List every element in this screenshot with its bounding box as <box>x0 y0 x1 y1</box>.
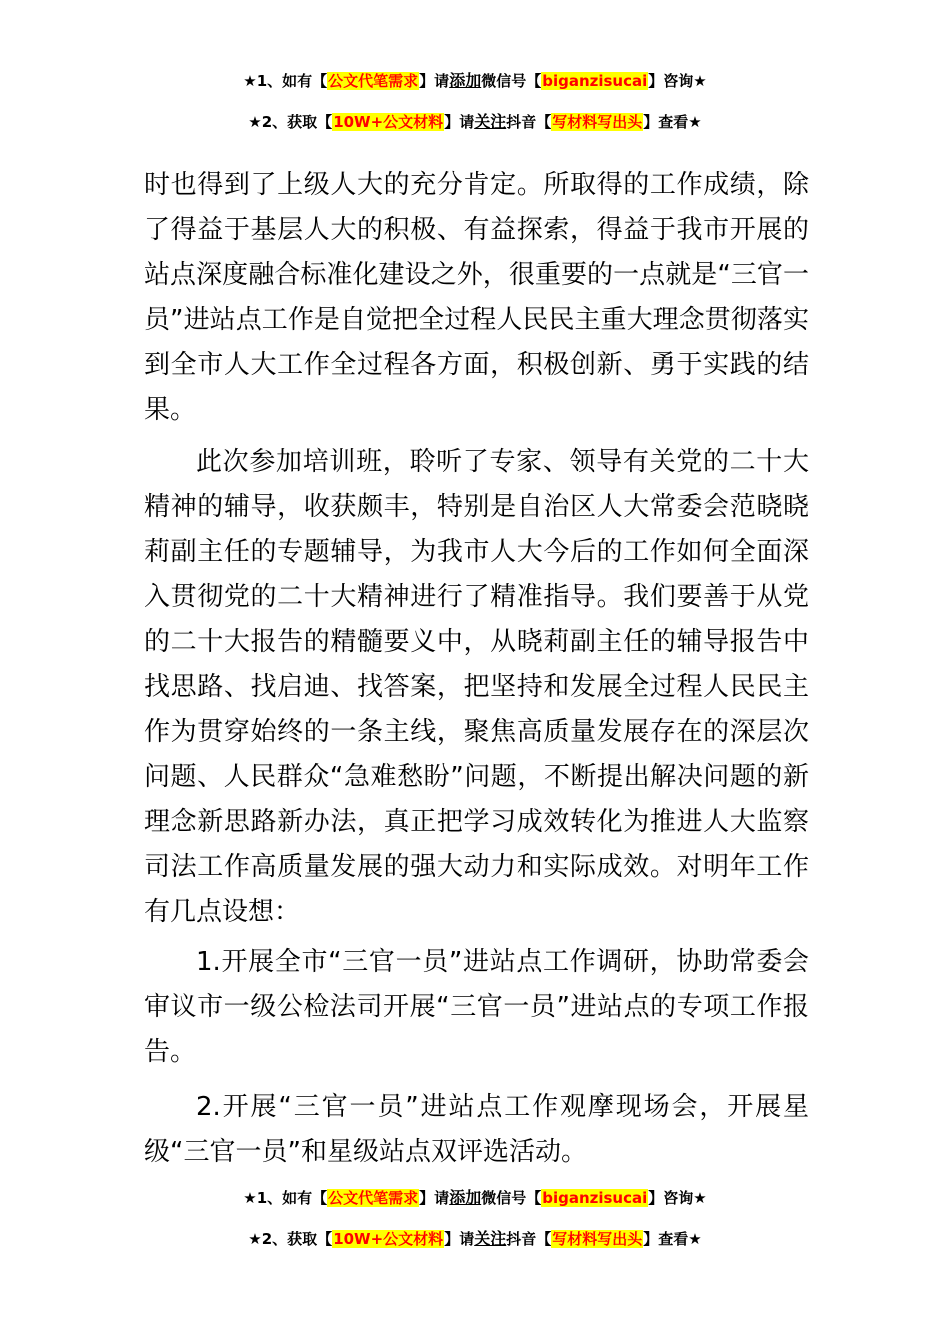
banner-text: ★1、如有【 <box>243 1189 328 1207</box>
paragraph-text: 此次参加培训班，聆听了专家、领导有关党的二十大精神的辅导，收获颇丰，特别是自治区人大常委会范晓晓莉副主任的专题辅导，为我市人大今后的工作如何全面深入贯彻党的二十大精神进行了精准指导。我们要善于从党的二十大报告的精髓要义中，从晓莉副主任的辅导报告中找思路、找启迪、找答案，把坚持和发展全过程人民民主作为贯穿始终的一条主线，聚焦高质量发展存在的深层次问题、人民群众“急难愁盼”问题，不断提出解决问题的新理念新思路新办法，真正把学习成效转化为推进人大监察司法工作高质量发展的强大动力和实际成效。对明年工作有几点设想： <box>144 447 809 927</box>
body-paragraph-2 <box>144 440 809 935</box>
paragraph-text: 1.开展全市“三官一员”进站点工作调研，协助常委会审议市一级公检法司开展“三官一员”进站点的专项工作报告。 <box>144 947 809 1067</box>
body-paragraph-1 <box>144 163 809 433</box>
banner-text: 】咨询★ <box>648 1189 707 1207</box>
banner-text: 微信号【 <box>481 72 542 90</box>
banner-text: 】咨询★ <box>648 72 707 90</box>
banner-text: 微信号【 <box>481 1189 542 1207</box>
banner-underline: 关注 <box>474 1229 507 1248</box>
banner-text: 】请 <box>444 1230 475 1248</box>
banner-text: 】查看★ <box>643 113 702 131</box>
banner-text: 抖音【 <box>506 113 552 131</box>
body-paragraph-3 <box>144 940 809 1075</box>
paragraph-text: 时也得到了上级人大的充分肯定。所取得的工作成绩，除了得益于基层人大的积极、有益探索，得益于我市开展的站点深度融合标准化建设之外，很重要的一点就是“三官一员”进站点工作是自觉把全过程人民民主重大理念贯彻落实到全市人大工作全过程各方面，积极创新、勇于实践的结果。 <box>144 170 809 425</box>
banner-text: 】请 <box>444 113 475 131</box>
banner-text: ★2、获取【 <box>248 113 333 131</box>
banner-highlight: 写材料写出头 <box>552 1230 643 1248</box>
banner-highlight: 10W+公文材料 <box>333 113 444 131</box>
banner-highlight: biganzisucai <box>542 72 648 90</box>
banner-text: 】查看★ <box>643 1230 702 1248</box>
banner-highlight: 公文代笔需求 <box>328 1189 419 1207</box>
banner-underline: 添加 <box>449 1188 482 1207</box>
banner-highlight: 10W+公文材料 <box>333 1230 444 1248</box>
paragraph-text: 2.开展“三官一员”进站点工作观摩现场会，开展星级“三官一员”和星级站点双评选活动。 <box>144 1092 809 1167</box>
banner-text: ★1、如有【 <box>243 72 328 90</box>
header-banner-line-2 <box>0 111 950 133</box>
banner-highlight: 写材料写出头 <box>552 113 643 131</box>
header-banner-line-1 <box>0 70 950 92</box>
footer-banner-line-1 <box>0 1187 950 1209</box>
banner-text: 抖音【 <box>506 1230 552 1248</box>
banner-text: ★2、获取【 <box>248 1230 333 1248</box>
banner-highlight: 公文代笔需求 <box>328 72 419 90</box>
footer-banner-line-2 <box>0 1228 950 1250</box>
body-paragraph-4 <box>144 1085 809 1175</box>
banner-underline: 添加 <box>449 71 482 90</box>
banner-text: 】请 <box>419 72 450 90</box>
banner-underline: 关注 <box>474 112 507 131</box>
banner-highlight: biganzisucai <box>542 1189 648 1207</box>
banner-text: 】请 <box>419 1189 450 1207</box>
